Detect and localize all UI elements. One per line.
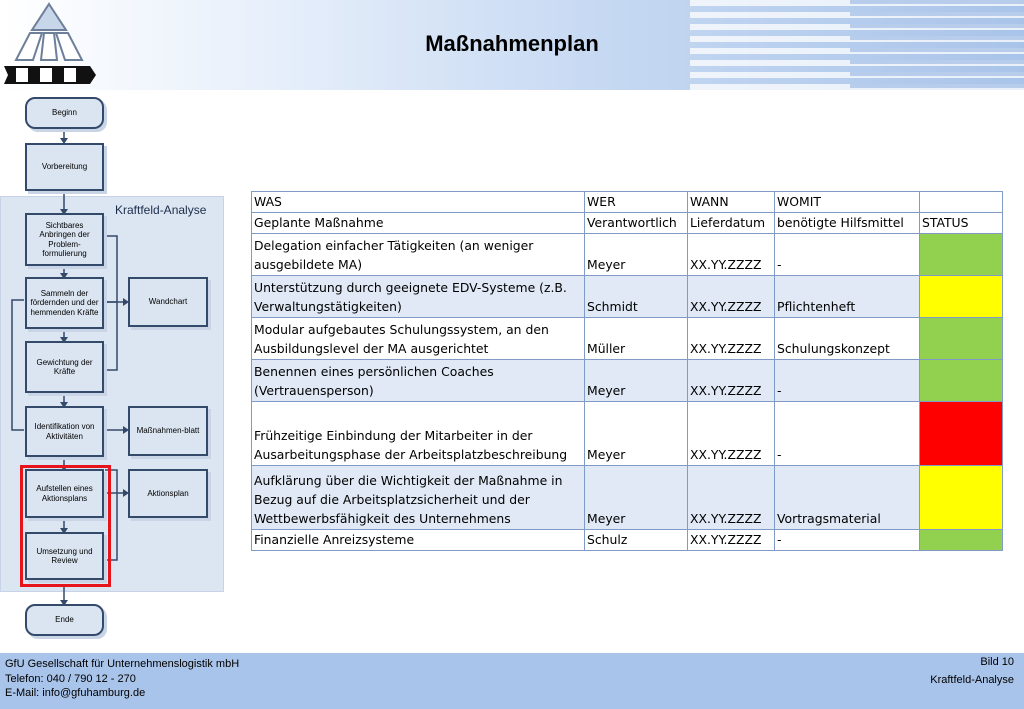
header — [0, 0, 1024, 90]
cell-wer: Müller — [585, 318, 688, 360]
doc-aktionsplan: Aktionsplan — [128, 469, 208, 518]
table-row — [252, 402, 1003, 466]
cell-was: Frühzeitige Einbindung der Mitarbeiter in der Ausarbeitungsphase der Arbeitsplatzbeschreibung — [252, 402, 585, 466]
cell-womit: - — [775, 530, 920, 551]
table-header-row — [252, 192, 1003, 213]
header-empty — [920, 192, 1003, 213]
footer-email: E-Mail: info@gfuhamburg.de — [5, 687, 146, 699]
cell-womit: Pflichtenheft — [775, 276, 920, 318]
cell-was: Modular aufgebautes Schulungssystem, an den Ausbildungslevel der MA ausgerichtet — [252, 318, 585, 360]
process-flowchart — [0, 90, 230, 653]
step-vorbereitung: Vorbereitung — [25, 143, 104, 191]
current-step-highlight — [20, 465, 111, 587]
massnahmen-table — [251, 191, 1003, 551]
footer-meta — [930, 655, 1014, 687]
cell-wann: XX.YY.ZZZZ — [688, 466, 775, 530]
doc-wandchart: Wandchart — [128, 277, 208, 327]
page-title: Maßnahmenplan — [425, 31, 599, 56]
cell-wer: Meyer — [585, 466, 688, 530]
header-wer: WER — [585, 192, 688, 213]
cell-wann: XX.YY.ZZZZ — [688, 402, 775, 466]
table-row — [252, 530, 1003, 551]
status-indicator-yellow — [920, 276, 1003, 318]
status-indicator-red — [920, 402, 1003, 466]
cell-was: Finanzielle Anreizsysteme — [252, 530, 585, 551]
step-beginn: Beginn — [25, 97, 104, 129]
cell-was: Benennen eines persönlichen Coaches (Vertrauensperson) — [252, 360, 585, 402]
cell-wann: XX.YY.ZZZZ — [688, 360, 775, 402]
table-row — [252, 234, 1003, 276]
step-ende: Ende — [25, 604, 104, 636]
subheader-status: STATUS — [920, 213, 1003, 234]
cell-wer: Meyer — [585, 360, 688, 402]
kraftfeld-panel-title: Kraftfeld-Analyse — [115, 203, 207, 217]
header-womit: WOMIT — [775, 192, 920, 213]
footer-section: Kraftfeld-Analyse — [930, 673, 1014, 686]
cell-wann: XX.YY.ZZZZ — [688, 530, 775, 551]
doc-massnahmenblatt: Maßnahmen-blatt — [128, 406, 208, 456]
step-identifikation-aktivitaeten: Identifikation von Aktivitäten — [25, 406, 104, 457]
cell-was: Aufklärung über die Wichtigkeit der Maßnahme in Bezug auf die Arbeitsplatzsicherheit und der Wettbewerbsfähigkeit des Unternehmens — [252, 466, 585, 530]
subheader-massnahme: Geplante Maßnahme — [252, 213, 585, 234]
status-indicator-green — [920, 530, 1003, 551]
footer-slide-number: Bild 10 — [980, 656, 1014, 668]
subheader-verantwortlich: Verantwortlich — [585, 213, 688, 234]
footer — [0, 653, 1024, 709]
header-wann: WANN — [688, 192, 775, 213]
step-sammeln-kraefte: Sammeln der fördernden und der hemmenden Kräfte — [25, 277, 104, 329]
cell-womit: - — [775, 402, 920, 466]
table-body — [252, 234, 1003, 551]
cell-womit: - — [775, 360, 920, 402]
step-aufstellen-aktionsplan: Aufstellen eines Aktionsplans — [25, 469, 104, 518]
cell-wer: Schulz — [585, 530, 688, 551]
cell-wer: Meyer — [585, 234, 688, 276]
subheader-lieferdatum: Lieferdatum — [688, 213, 775, 234]
cell-wann: XX.YY.ZZZZ — [688, 318, 775, 360]
step-umsetzung-review: Umsetzung und Review — [25, 532, 104, 580]
footer-contact — [5, 657, 239, 701]
status-indicator-green — [920, 360, 1003, 402]
table-row — [252, 276, 1003, 318]
cell-was: Delegation einfacher Tätigkeiten (an weniger ausgebildete MA) — [252, 234, 585, 276]
cell-wer: Meyer — [585, 402, 688, 466]
step-gewichtung-kraefte: Gewichtung der Kräfte — [25, 341, 104, 393]
step-sichtbares-anbringen: Sichtbares Anbringen der Problem-formulierung — [25, 213, 104, 266]
table-row — [252, 318, 1003, 360]
footer-company: GfU Gesellschaft für Unternehmenslogistik mbH — [5, 658, 240, 670]
cell-womit: Vortragsmaterial — [775, 466, 920, 530]
table-row — [252, 466, 1003, 530]
status-indicator-yellow — [920, 466, 1003, 530]
cell-was: Unterstützung durch geeignete EDV-Systeme (z.B. Verwaltungstätigkeiten) — [252, 276, 585, 318]
cell-womit: Schulungskonzept — [775, 318, 920, 360]
subheader-hilfsmittel: benötigte Hilfsmittel — [775, 213, 920, 234]
cell-wann: XX.YY.ZZZZ — [688, 276, 775, 318]
footer-phone: Telefon: 040 / 790 12 - 270 — [5, 672, 136, 685]
status-indicator-green — [920, 318, 1003, 360]
cell-womit: - — [775, 234, 920, 276]
cell-wer: Schmidt — [585, 276, 688, 318]
massnahmen-table-wrap — [251, 191, 1003, 551]
status-indicator-green — [920, 234, 1003, 276]
table-row — [252, 360, 1003, 402]
cell-wann: XX.YY.ZZZZ — [688, 234, 775, 276]
header-was: WAS — [252, 192, 585, 213]
table-subheader-row — [252, 213, 1003, 234]
